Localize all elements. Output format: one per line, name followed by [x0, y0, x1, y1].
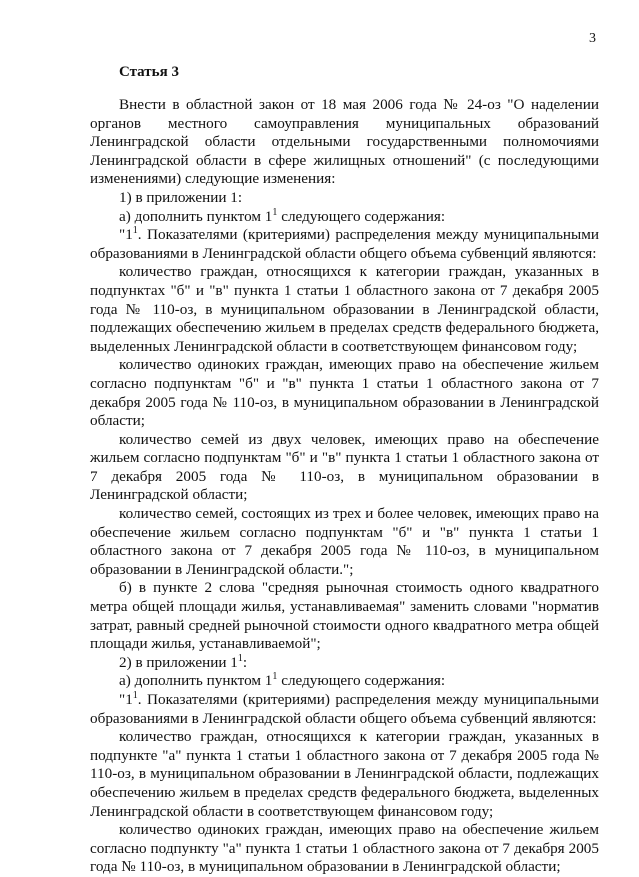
superscript: 1	[272, 206, 278, 218]
superscript: 1	[272, 671, 278, 683]
paragraph: 1) в приложении 1:	[119, 188, 243, 206]
paragraph: количество семей из двух человек, имеющих право на обеспечение жильем согласно подпунктам "б" и "в" пункта 1 статьи 1 областного закона от 7 декабря 2005 года № 110-оз, в муниципальном образовании в Ленинградской области;	[90, 430, 599, 504]
paragraph: а) дополнить пунктом $1^1$ следующего содержания:	[119, 206, 446, 225]
paragraph: количество граждан, относящихся к категории граждан, указанных в подпунктах "б" и "в" пункта 1 статьи 1 областного закона от 7 декабря 2005 года № 110-оз, в муниципальном образовании в Ленинградской области, подлежащих обеспечению жильем в пределах средств федерального бюджета, выделенных Ленинградской области в соответствующем финансовом году;	[90, 263, 599, 355]
paragraph: количество одиноких граждан, имеющих право на обеспечение жильем согласно подпункту "а" пункта 1 статьи 1 областного закона от 7 декабря 2005 года № 110-оз, в муниципальном образовании в Ленинградской области;	[90, 821, 599, 876]
superscript: 1	[132, 690, 138, 701]
paragraph: Внести в областной закон от 18 мая 2006 года № 24-оз "О наделении органов местного самоуправления муниципальных образований Ленинградской области отдельными государственными полномочиями Ленинградской области в сфере жилищных отношений" (с последующими изменениями) следующие изменения:	[90, 96, 599, 188]
paragraph: "$1^1$. Показателями (критериями) распределения между муниципальными образованиями в Ленинградской области общего объема субвенций являются:	[90, 690, 599, 727]
superscript: 1	[132, 225, 138, 237]
paragraph: "$1^1$. Показателями (критериями) распределения между муниципальными образованиями в Ленинградской области общего объема субвенций являются:	[90, 225, 599, 262]
paragraph: а) дополнить пунктом $1^1$ следующего содержания:	[119, 671, 446, 690]
paragraph: 2) в приложении $1^1$:	[119, 652, 248, 671]
paragraph: количество одиноких граждан, имеющих право на обеспечение жильем согласно подпунктам "б" и "в" пункта 1 статьи 1 областного закона от 7 декабря 2005 года № 110-оз, в муниципальном образовании в Ленинградской области;	[90, 356, 599, 430]
article-heading: Статья 3	[119, 64, 179, 80]
superscript: 1	[237, 652, 243, 664]
paragraph: количество семей, состоящих из трех и более человек, имеющих право на обеспечение жильем согласно подпунктам "б" и "в" пункта 1 статьи 1 областного закона от 7 декабря 2005 года № 110-оз, в муниципальном образовании в Ленинградской области.";	[90, 505, 599, 578]
paragraph: б) в пункте 2 слова "средняя рыночная стоимость одного квадратного метра общей площади жилья, устанавливаемая" заменить словами "норматив затрат, равный средней рыночной стоимости одного квадратного метра общей площади жилья, устанавливаемой";	[90, 579, 599, 653]
article-body	[90, 96, 599, 877]
page-number: 3	[589, 31, 596, 46]
paragraph: количество граждан, относящихся к категории граждан, указанных в подпункте "а" пункта 1 статьи 1 областного закона от 7 декабря 2005 года № 110-оз, в муниципальном образовании в Ленинградской области, подлежащих обеспечению жильем в пределах средств федерального бюджета, выделенных Ленинградской области в соответствующем финансовом году;	[90, 728, 599, 820]
